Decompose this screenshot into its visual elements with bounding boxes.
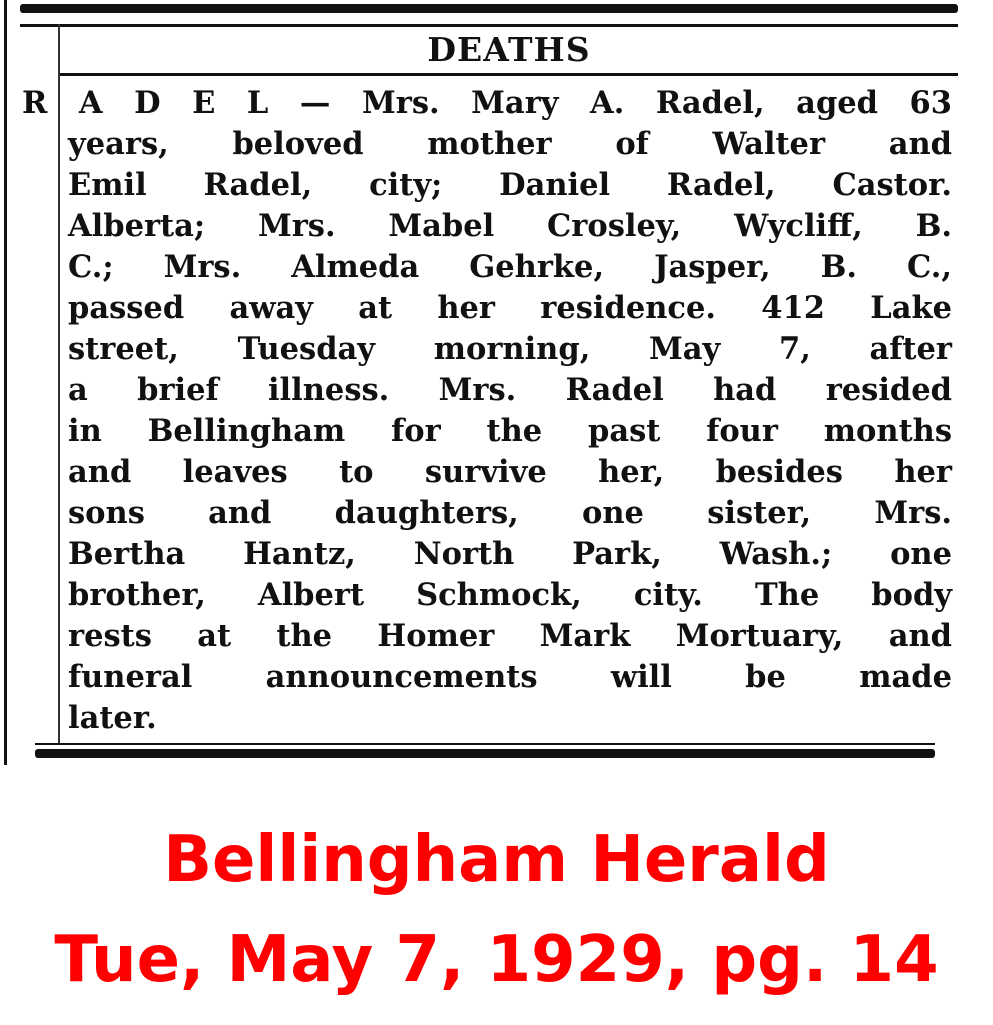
obituary-line: rests at the Homer Mark Mortuary, and [68,618,952,654]
obituary-line: sons and daughters, one sister, Mrs. [68,495,952,531]
obituary-line: Alberta; Mrs. Mabel Crosley, Wycliff, B. [68,208,952,244]
section-heading: DEATHS [427,30,591,69]
date-page-caption: Tue, May 7, 1929, pg. 14 [54,923,939,997]
obituary-line: Bertha Hantz, North Park, Wash.; one [68,536,952,572]
publication-caption: Bellingham Herald [163,823,830,897]
top-thick-rule [20,4,958,13]
obituary-line: and leaves to survive her, besides her [68,454,952,490]
obituary-line: street, Tuesday morning, May 7, after [68,331,952,367]
obituary-line: C.; Mrs. Almeda Gehrke, Jasper, B. C., [68,249,952,285]
obituary-line: a brief illness. Mrs. Radel had resided [68,372,952,408]
bottom-thick-rule [35,749,935,758]
left-border-rule [4,0,7,765]
obituary-line: years, beloved mother of Walter and [68,126,952,162]
obituary-line: funeral announcements will be made [68,659,952,695]
obituary-line: Emil Radel, city; Daniel Radel, Castor. [68,167,952,203]
obituary-line: later. [68,700,157,736]
obituary-line: passed away at her residence. 412 Lake [68,290,952,326]
obituary-line: in Bellingham for the past four months [68,413,952,449]
heading-underline-rule [60,73,958,76]
obituary-text [22,83,952,739]
obituary-line: brother, Albert Schmock, city. The body [68,577,952,613]
bottom-thin-rule [35,743,935,745]
obituary-line: R A D E L — Mrs. Mary A. Radel, aged 63 [22,85,952,121]
